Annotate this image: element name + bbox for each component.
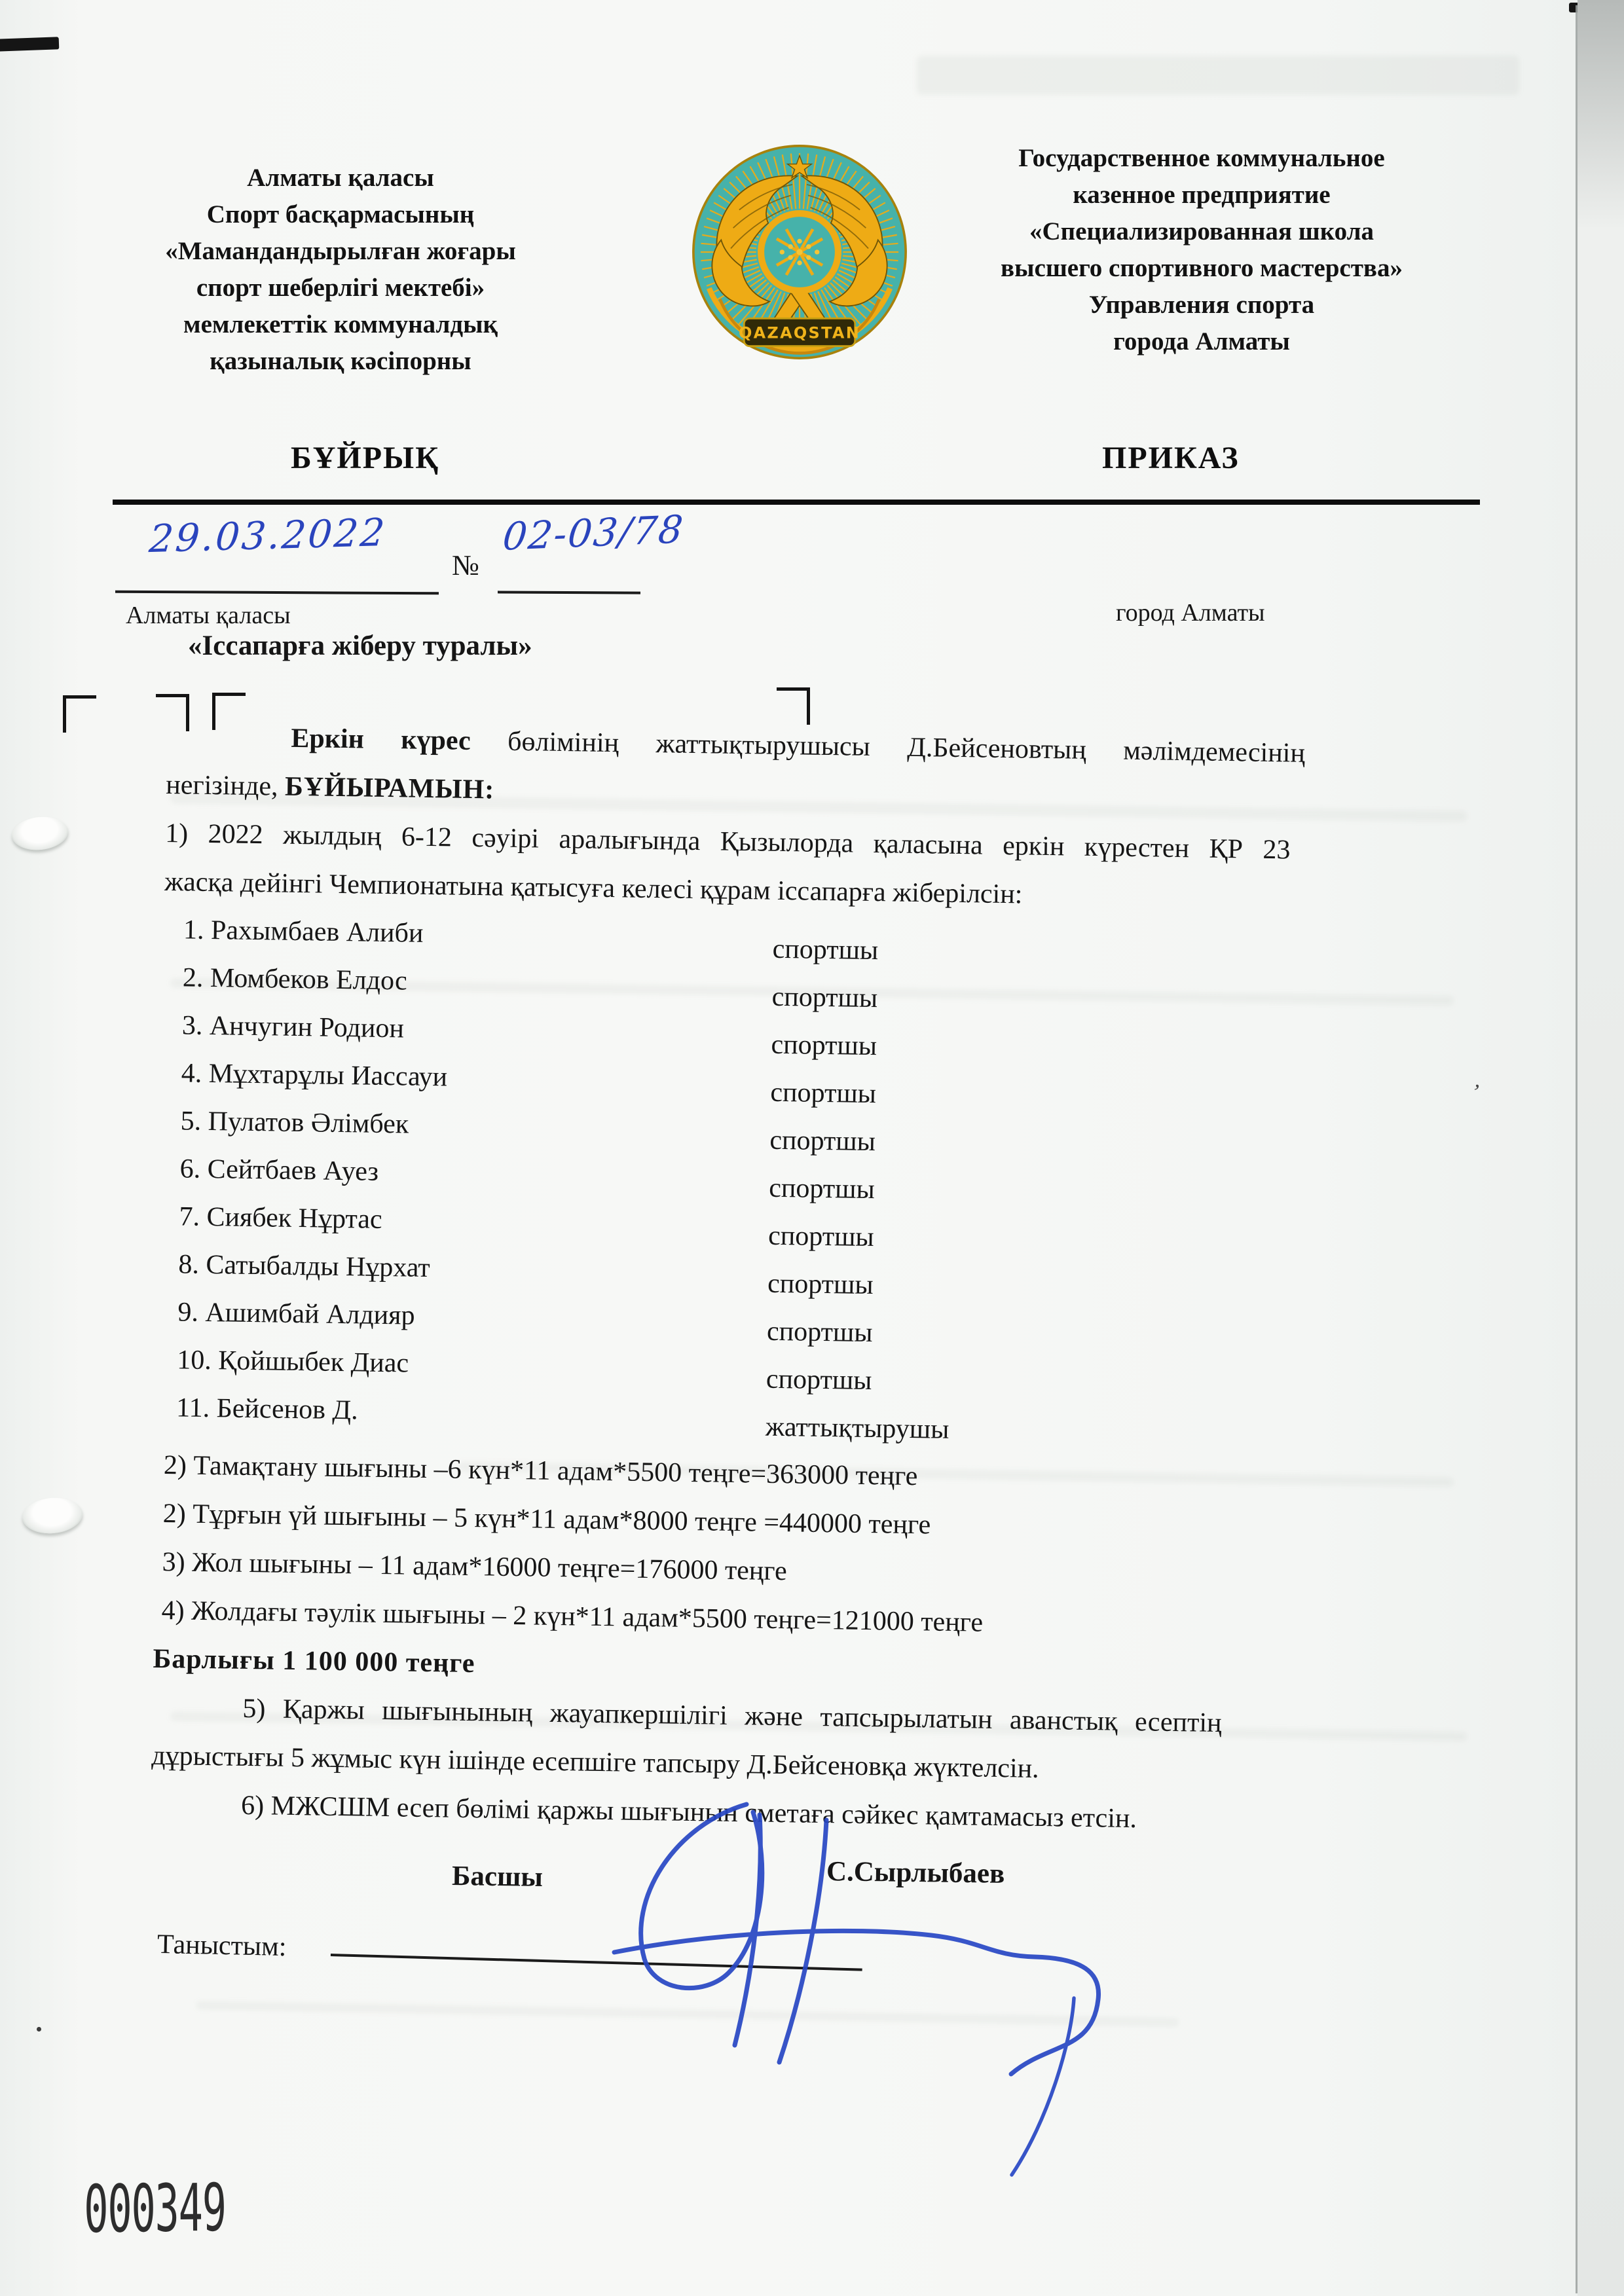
expense-line: 2) Тұрғын үй шығыны – 5 күн*11 адам*8000 теңге =440000 теңге bbox=[162, 1499, 931, 1540]
athlete-role: спортшы bbox=[766, 1316, 873, 1349]
scan-artifact-top-left bbox=[0, 37, 59, 51]
title-ru: ПРИКАЗ bbox=[1102, 441, 1240, 475]
kazakhstan-emblem-svg bbox=[685, 137, 914, 367]
athlete-name: 4. Мұхтарұлы Иассауи bbox=[181, 1058, 448, 1093]
letterhead-ru-line: Управления спорта bbox=[1088, 291, 1315, 319]
letterhead-ru-line: Государственное коммунальное bbox=[1018, 144, 1385, 172]
item5-line-2: дұрыстығы 5 жұмыс күн ішінде есепшіге тапсыру Д.Бейсеновқа жүктелсін. bbox=[151, 1740, 1039, 1784]
letterhead-kk-line: Алматы қаласы bbox=[247, 164, 434, 192]
order-body bbox=[151, 712, 1486, 1848]
item5-line-1: 5) Қаржы шығынының жауапкершілігі және тапсырылатын аванстық есептің bbox=[242, 1693, 1222, 1739]
letterhead-ru-line: казенное предприятие bbox=[1073, 181, 1331, 209]
signer-name: С.Сырлыбаев bbox=[826, 1856, 1005, 1889]
order-verb: БҰЙЫРАМЫН: bbox=[284, 771, 495, 805]
athlete-role: спортшы bbox=[772, 934, 879, 966]
intro-prefix: негізінде, bbox=[166, 769, 286, 802]
title-kk: БҰЙРЫҚ bbox=[291, 441, 439, 475]
athlete-role: спортшы bbox=[767, 1268, 874, 1301]
scan-page-edge-strip bbox=[1578, 0, 1624, 2296]
handwritten-number: 02-03/78 bbox=[500, 507, 686, 559]
handwritten-date: 29.03.2022 bbox=[147, 509, 388, 562]
athlete-role: спортшы bbox=[771, 981, 878, 1014]
athlete-name: 3. Анчугин Родион bbox=[181, 1010, 405, 1044]
date-underline bbox=[115, 591, 439, 595]
letterhead-ru-line: высшего спортивного мастерства» bbox=[1001, 254, 1403, 282]
expense-line: 3) Жол шығыны – 11 адам*16000 теңге=176000 теңге bbox=[162, 1547, 788, 1587]
item1-line-2: жасқа дейінгі Чемпионатына қатысуға келесі құрам іссапарға жіберілсін: bbox=[164, 866, 1023, 910]
letterhead-ru-line: города Алматы bbox=[1113, 327, 1290, 355]
city-russian: город Алматы bbox=[1116, 599, 1265, 627]
intro-bold: Еркін күрес bbox=[291, 723, 471, 756]
director-label: Басшы bbox=[451, 1861, 544, 1893]
athlete-role: спортшы bbox=[769, 1125, 876, 1157]
athlete-name: 7. Сиябек Нұртас bbox=[179, 1201, 382, 1235]
athlete-name: 5. Пулатов Әлімбек bbox=[180, 1106, 409, 1140]
letterhead-kk-line: қазыналық кәсіпорны bbox=[210, 347, 471, 375]
athlete-name: 6. Сейтбаев Ауез bbox=[179, 1154, 379, 1187]
number-sign-label: № bbox=[452, 549, 479, 581]
athlete-name: 1. Рахымбаев Алиби bbox=[183, 915, 424, 949]
scan-page-edge-line bbox=[1576, 5, 1578, 2293]
corner-mark bbox=[777, 687, 810, 725]
ink-signature bbox=[589, 1781, 1179, 2200]
item1-line-1: 1) 2022 жылдың 6-12 сәуірі аралығында Қызылорда қаласына еркін күрестен ҚР 23 bbox=[164, 818, 1291, 866]
athlete-role: спортшы bbox=[770, 1077, 877, 1110]
athlete-role: спортшы bbox=[771, 1029, 877, 1062]
letterhead-kk-line: Спорт басқармасының bbox=[206, 200, 475, 228]
header-divider-rule bbox=[113, 500, 1480, 505]
sheet-number-stamp: 000349 bbox=[84, 2169, 227, 2248]
athlete-name: 2. Момбеков Елдос bbox=[182, 962, 408, 996]
letterhead-kk-line: «Мамандандырылған жоғары bbox=[165, 237, 516, 265]
athlete-name: 8. Сатыбалды Нұрхат bbox=[178, 1249, 431, 1284]
expense-line: 4) Жолдағы тәулік шығыны – 2 күн*11 адам*5500 теңге=121000 теңге bbox=[161, 1595, 984, 1638]
corner-mark bbox=[63, 695, 96, 733]
letterhead-kk-line: мемлекеттік коммуналдық bbox=[183, 310, 498, 338]
athlete-role: жаттықтырушы bbox=[765, 1412, 950, 1445]
intro-rest: бөлімінің жаттықтырушысы Д.Бейсеновтың мәлімдемесінің bbox=[470, 725, 1306, 769]
total-amount: Барлығы 1 100 000 теңге bbox=[153, 1643, 475, 1679]
letterhead-kk-line: спорт шеберлігі мектебі» bbox=[196, 274, 485, 302]
athlete-name: 10. Қойшыбек Диас bbox=[176, 1345, 409, 1379]
letterhead-kazakh bbox=[111, 160, 570, 380]
letterhead-russian bbox=[910, 140, 1493, 360]
acknowledged-label: Таныстым: bbox=[157, 1929, 287, 1963]
expense-line: 2) Тамақтану шығыны –6 күн*11 адам*5500 теңге=363000 теңге bbox=[163, 1450, 918, 1492]
punch-hole-bottom bbox=[21, 1495, 84, 1536]
city-kazakh: Алматы қаласы bbox=[126, 602, 291, 629]
scan-speck bbox=[37, 2027, 41, 2032]
letterhead-ru-line: «Специализированная школа bbox=[1029, 217, 1375, 246]
kazakhstan-emblem bbox=[685, 137, 914, 367]
order-subject: «Іссапарға жіберу туралы» bbox=[188, 630, 532, 661]
athlete-name: 9. Ашимбай Алдияр bbox=[177, 1297, 415, 1331]
athlete-role: спортшы bbox=[768, 1173, 876, 1205]
item6-line: 6) МЖСШМ есеп бөлімі қаржы шығынын сметаға сәйкес қамтамасыз етсін. bbox=[240, 1790, 1137, 1834]
number-underline bbox=[498, 591, 640, 594]
athlete-name: 11. Бейсенов Д. bbox=[175, 1393, 358, 1426]
punch-hole-top bbox=[10, 814, 70, 853]
bleed-through-smudge bbox=[917, 56, 1519, 95]
athlete-role: спортшы bbox=[766, 1364, 872, 1396]
athlete-role: спортшы bbox=[767, 1220, 875, 1253]
scan-speck: ’ bbox=[1469, 1080, 1483, 1105]
emblem-banner-text: QAZAQSTAN bbox=[738, 323, 861, 342]
